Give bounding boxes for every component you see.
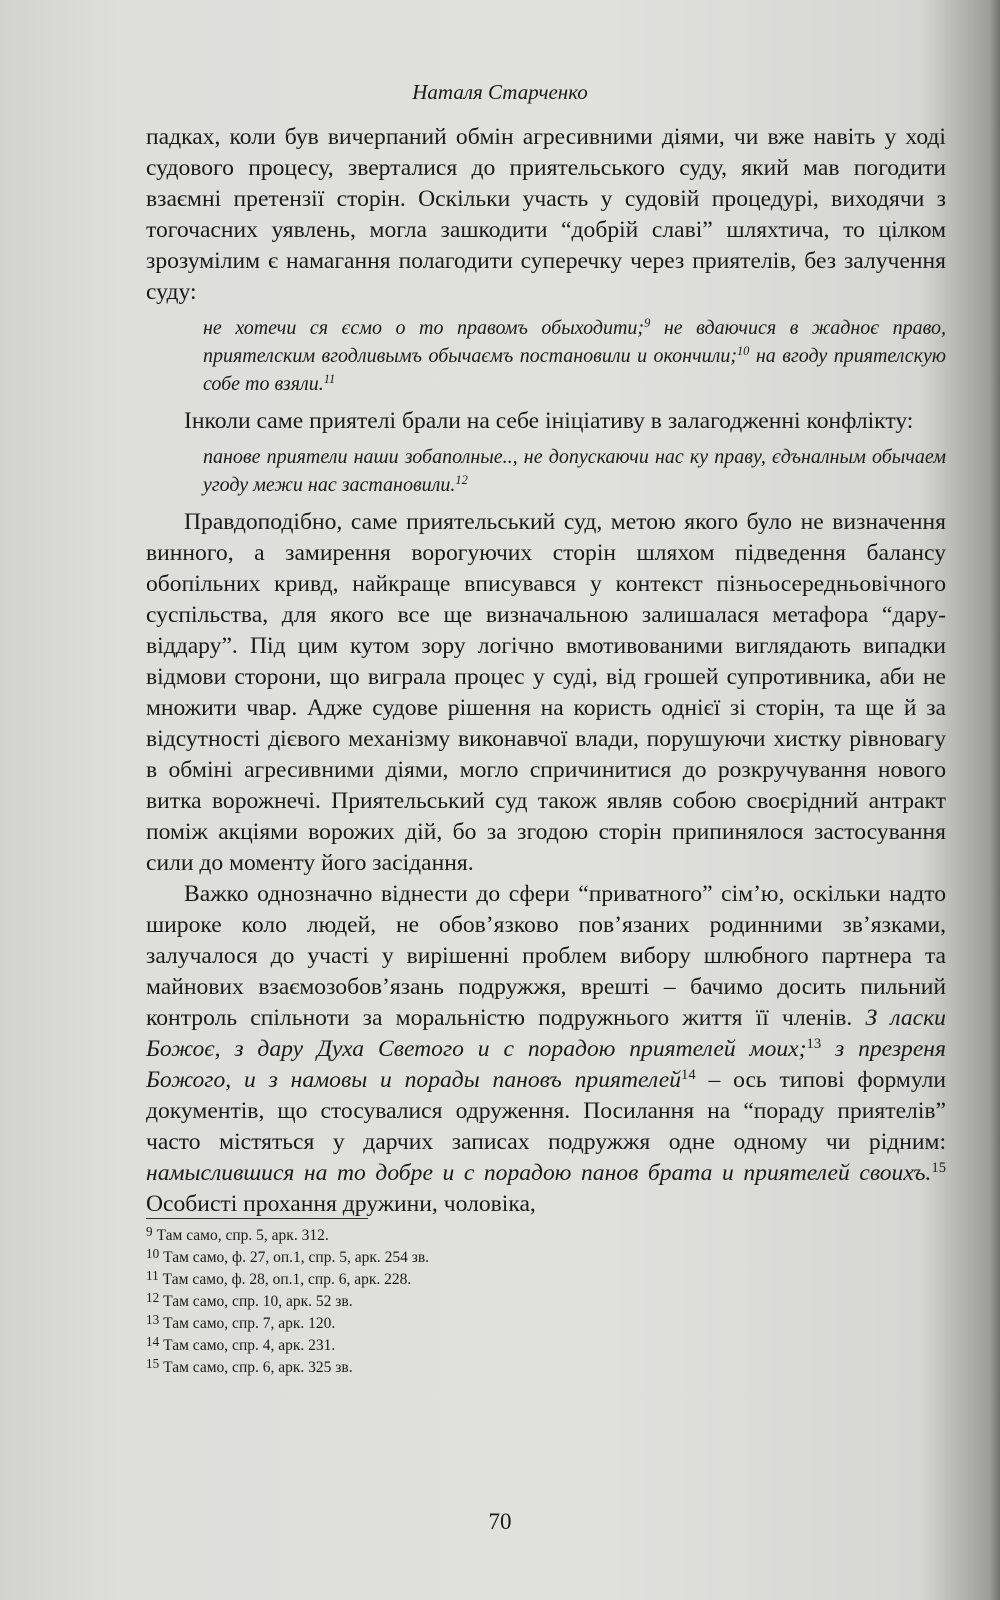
page-number: 70 <box>488 1509 512 1534</box>
quote-1-part-3: на вгоду приятелскую собе то взяли. <box>203 345 946 395</box>
footnote-text: Там само, ф. 28, оп.1, спр. 6, арк. 228. <box>162 1271 412 1288</box>
paragraph-4-italic-3: намыслившися на то добре и с порадою панов брата и приятелей своихъ. <box>146 1160 932 1186</box>
paragraph-2: Інколи саме приятелі брали на себе ініціативу в залагодженні конфлікту: <box>184 408 914 434</box>
footnote-item <box>146 1269 646 1291</box>
quote-1-part-1: не хотечи ся єсмо о то правомъ обыходити; <box>203 317 645 339</box>
quote-2 <box>203 443 946 499</box>
paragraph-4-part-1: Важко однозначно віднести до сфери “приватного” сім’ю, оскільки надто широке коло людей, не обов’язково пов’язаних родинними зв’язками, залучалося до участі у вирішенні проблем вибору шлюбного партнера та майнових взаємозобов’язань подружжя, врешті – бачимо досить пильний контроль спільноти за моральністю подружнього життя її членів. <box>146 881 946 1031</box>
running-header: Наталя Старченко <box>412 80 588 104</box>
footnote-item <box>146 1225 646 1247</box>
footnote-ref-14[interactable]: 14 <box>681 1066 696 1083</box>
footnote-number: 15 <box>146 1356 160 1371</box>
footnote-text: Там само, спр. 6, арк. 325 зв. <box>163 1359 353 1376</box>
paragraph-4 <box>146 879 946 1220</box>
footnote-ref-13[interactable]: 13 <box>806 1035 822 1052</box>
footnote-number: 13 <box>146 1312 160 1327</box>
quote-1-part-2: не вдаючися в жадноє право, приятелским вгодливымъ обычаємъ постановили и окончили; <box>203 317 946 367</box>
paragraph-1: падках, коли був вичерпаний обмін агресивними діями, чи вже навіть у ході судового процесу, зверталися до приятельського суду, який мав погодити взаємні претензії сторін. Оскільки участь у судовій процедурі, виходячи з тогочасних уявлень, могла зашкодити “добрій славі” шляхтича, то цілком зрозумілим є намагання полагодити суперечку через приятелів, без залучення суду: <box>146 124 946 305</box>
footnote-number: 10 <box>146 1246 160 1261</box>
footnote-text: Там само, ф. 27, оп.1, спр. 5, арк. 254 зв. <box>163 1249 430 1266</box>
footnote-divider <box>146 1218 368 1219</box>
footnote-item <box>146 1247 646 1269</box>
footnote-number: 12 <box>146 1290 160 1305</box>
quote-1 <box>203 314 946 398</box>
paragraph-3: Правдоподібно, саме приятельський суд, метою якого було не визначення винного, а замирення ворогуючих сторін шляхом підведення балансу обопільних кривд, найкраще вписувався у контекст пізньосередньовічного суспільства, для якого все ще визначальною залишалася метафора “дару-віддару”. Під цим кутом зору логічно вмотивованими виглядають випадки відмови сторони, що виграла процес у суді, від грошей супротивника, аби не множити чвар. Адже судове рішення на користь однієї зі сторін, та ще й за відсутності дієвого механізму виконавчої влади, порушуючи хистку рівновагу в обміні агресивними діями, могло спричинитися до розкручування нового витка ворожнечі. Приятельський суд також являв собою своєрідний антракт поміж акціями ворожих дій, бо за згодою сторін припинялося застосування сили до моменту його засідання. <box>146 509 946 876</box>
footnote-ref-15[interactable]: 15 <box>931 1159 946 1176</box>
footnotes <box>146 1225 646 1379</box>
paragraph-4-part-2: – ось типові формули документів, що стосувалися одруження. Посилання на “пораду приятелів” часто містяться у дарчих записах подружжя одне одному чи рідним: <box>146 1067 946 1155</box>
footnote-text: Там само, спр. 10, арк. 52 зв. <box>163 1293 353 1310</box>
footnote-text: Там само, спр. 7, арк. 120. <box>163 1315 336 1332</box>
footnote-ref-9[interactable]: 9 <box>644 316 651 331</box>
footnote-number: 14 <box>146 1334 160 1349</box>
footnote-text: Там само, спр. 5, арк. 312. <box>156 1227 329 1244</box>
footnote-number: 11 <box>146 1268 159 1283</box>
footnote-item <box>146 1357 646 1379</box>
footnote-number: 9 <box>146 1224 153 1239</box>
footnote-item <box>146 1335 646 1357</box>
footnote-ref-10[interactable]: 10 <box>736 344 750 359</box>
footnote-ref-12[interactable]: 12 <box>455 473 468 488</box>
footnote-item <box>146 1313 646 1335</box>
paragraph-4-part-3: Особисті прохання дружини, чоловіка, <box>146 1191 536 1217</box>
quote-2-text: панове приятели наши зобаполные.., не допускаючи нас ку праву, єдъналным обычаем угоду межи нас застановили. <box>203 446 946 496</box>
footnote-item <box>146 1291 646 1313</box>
main-text <box>146 122 946 1220</box>
footnote-ref-11[interactable]: 11 <box>323 372 336 387</box>
paragraph-4-italic-1: З ласки Божоє, з дару Духа Светого и с порадою приятелей моих; <box>146 1005 946 1062</box>
footnote-text: Там само, спр. 4, арк. 231. <box>163 1337 336 1354</box>
paragraph-4-italic-2: з презреня Божого, и з намовы и порады пановъ приятелей <box>146 1036 946 1093</box>
